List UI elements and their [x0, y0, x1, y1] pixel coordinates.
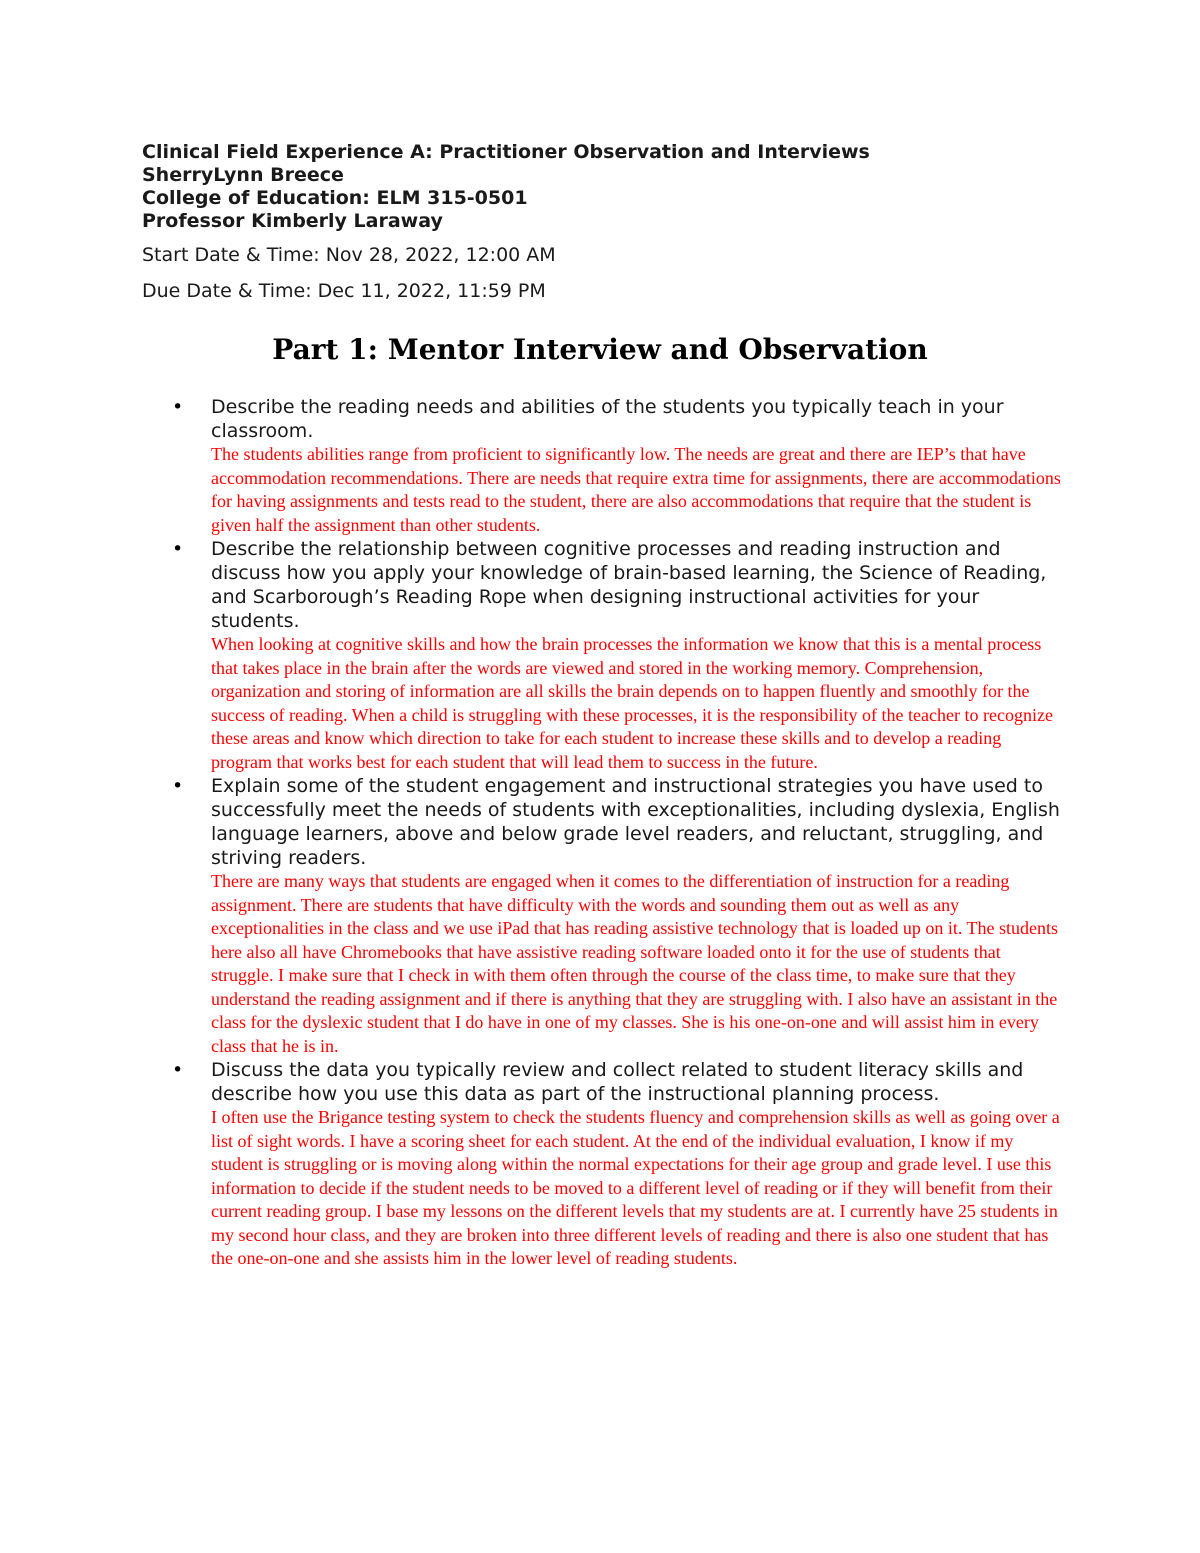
- start-date: Start Date & Time: Nov 28, 2022, 12:00 AM: [142, 244, 556, 266]
- answer-text: When looking at cognitive skills and how the brain processes the information we know that this is a mental process that takes place in the brain after the words are viewed and stored in the working memory. Comprehension, organization and storing of information are all skills the brain depends on to happen fluently and smoothly for the success of reading. When a child is struggling with these processes, it is the responsibility of the teacher to recognize these areas and know which direction to take for each student to increase these skills and to develop a reading program that works best for each student that will lead them to success in the future.: [211, 634, 1053, 772]
- answer-text: I often use the Brigance testing system to check the students fluency and comprehension skills as well as going over a list of sight words. I have a scoring sheet for each student. At the end of the individual evaluation, I know if my student is struggling or is moving along within the normal expectations for their age group and grade level. I use this information to decide if the student needs to be moved to a different level of reading or if they will benefit from their current reading group. I base my lessons on the different levels that my students are at. I currently have 25 students in my second hour class, and they are broken into three different levels of reading and there is also one student that has the one-on-one and she assists him in the lower level of reading students.: [211, 1107, 1060, 1268]
- bullet-icon: •: [172, 1059, 184, 1081]
- professor-name: Professor Kimberly Laraway: [142, 210, 443, 232]
- student-name: SherryLynn Breece: [142, 164, 344, 186]
- question-text: Describe the reading needs and abilities of the students you typically teach in your classroom.: [211, 396, 1004, 442]
- question-text: Explain some of the student engagement and instructional strategies you have used to successfully meet the needs of students with exceptionalities, including dyslexia, English language learners, above and below grade level readers, and reluctant, struggling, and striving readers.: [211, 775, 1060, 869]
- list-item: [172, 1058, 1072, 1271]
- bullet-icon: •: [172, 538, 184, 560]
- due-date: Due Date & Time: Dec 11, 2022, 11:59 PM: [142, 280, 546, 302]
- part-title: Part 1: Mentor Interview and Observation: [272, 333, 928, 366]
- question-list: [172, 395, 1072, 1271]
- question-text: Describe the relationship between cognitive processes and reading instruction and discuss how you apply your knowledge of brain-based learning, the Science of Reading, and Scarborough’s Reading Rope when designing instructional activities for your students.: [211, 538, 1047, 632]
- college-course: College of Education: ELM 315-0501: [142, 187, 528, 209]
- bullet-icon: •: [172, 775, 184, 797]
- list-item: [172, 395, 1072, 537]
- assignment-title: Clinical Field Experience A: Practitioner Observation and Interviews: [142, 141, 870, 163]
- list-item: [172, 537, 1072, 774]
- list-item: [172, 774, 1072, 1058]
- bullet-icon: •: [172, 396, 184, 418]
- question-text: Discuss the data you typically review and collect related to student literacy skills and describe how you use this data as part of the instructional planning process.: [211, 1059, 1024, 1105]
- answer-text: The students abilities range from proficient to significantly low. The needs are great and there are IEP’s that have accommodation recommendations. There are needs that require extra time for assignments, there are accommodations for having assignments and tests read to the student, there are also accommodations that require that the student is given half the assignment than other students.: [211, 444, 1061, 535]
- document-header: [142, 141, 1102, 303]
- answer-text: There are many ways that students are engaged when it comes to the differentiation of instruction for a reading assignment. There are students that have difficulty with the words and sounding them out as well as any exceptionalities in the class and we use iPad that has reading assistive technology that is loaded up on it. The students here also all have Chromebooks that have assistive reading software loaded onto it for the use of students that struggle. I make sure that I check in with them often through the course of the class time, to make sure that they understand the reading assignment and if there is anything that they are struggling with. I also have an assistant in the class for the dyslexic student that I do have in one of my classes. She is his one-on-one and will assist him in every class that he is in.: [211, 871, 1058, 1056]
